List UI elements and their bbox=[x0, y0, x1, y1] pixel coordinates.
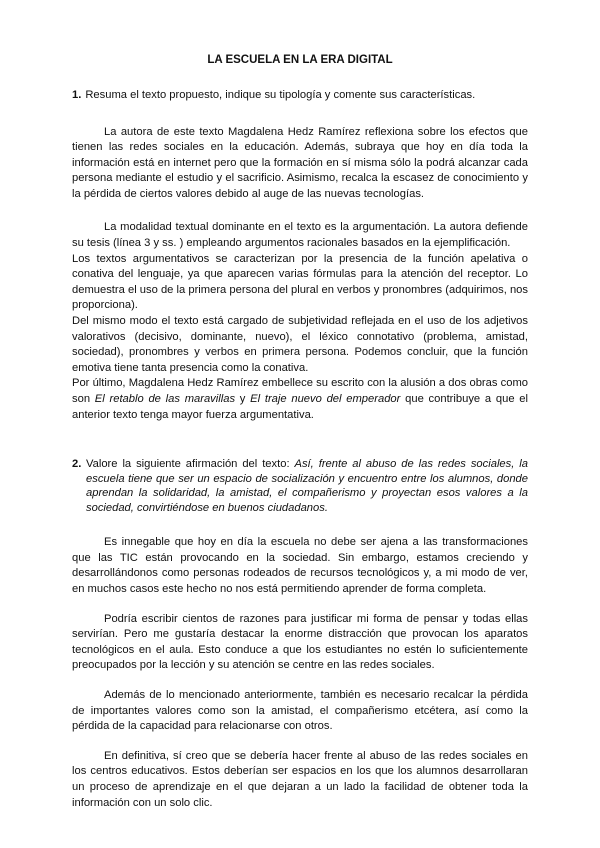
essay-paragraph-1: Es innegable que hoy en día la escuela no debe ser ajena a las transformaciones que las TIC están provocando en la sociedad. Sin embargo, estamos creciendo y desarrollándonos como personas rodeados de recursos tecnológicos y, a mi modo de ver, en muchos casos este hecho no nos está permitiendo aprender de forma completa. bbox=[72, 536, 528, 595]
essay-paragraph-4: En definitiva, sí creo que se debería hacer frente al abuso de las redes sociales en los centros educativos. Estos deberían ser espacios en los que los alumnos desarrollaran un proceso de aprendizaje en el que dejaran a un lado la facilidad de obtener toda la información con un solo clic. bbox=[72, 749, 528, 809]
question-1-number: 1. bbox=[72, 89, 82, 101]
typology-paragraph-4: Por último, Magdalena Hedz Ramírez embellece su escrito con la alusión a dos obras como son El retablo de las maravillas y El traje nuevo del emperador que contribuye a que el anterior texto tenga mayor fuerza argumentativa. bbox=[72, 377, 528, 421]
question-2-quote: Así, frente al abuso de las redes sociales, la escuela tiene que ser un espacio de socialización y encuentro entre los alumnos, donde aprendan la solidaridad, la amistad, el compañerismo y proyectan esos valores a la sociedad, convirtiéndose en buenos ciudadanos. bbox=[86, 458, 528, 514]
work-title-1: El retablo de las maravillas bbox=[94, 393, 236, 405]
summary-paragraph: La autora de este texto Magdalena Hedz Ramírez reflexiona sobre los efectos que tienen las redes sociales en la educación. Además, subraya que hoy en día toda la información está en internet pero que la formación en sí misma sólo la podrá alcanzar cada persona mediante el estudio y el sacrificio. Asimismo, recalca la escasez de conocimiento y la pérdida de ciertos valores debido al auge de las nuevas tecnologías. bbox=[72, 125, 528, 200]
question-1-text: Resuma el texto propuesto, indique su tipología y comente sus características. bbox=[85, 89, 476, 101]
typology-paragraph-1: La modalidad textual dominante en el texto es la argumentación. La autora defiende su tesis (línea 3 y ss. ) empleando argumentos racionales basados en la ejemplificación. bbox=[72, 221, 528, 250]
work-title-2: El traje nuevo del emperador bbox=[250, 393, 401, 405]
document-page bbox=[72, 54, 528, 811]
typology-paragraph-3: Del mismo modo el texto está cargado de subjetividad reflejada en el uso de los adjetivos valorativos (decisivo, dominante, nuevo), el léxico connotativo (problema, amistad, sociedad), pronombres y verbos en primera persona. Podemos concluir, que la función emotiva tiene tanta presencia como la conativa. bbox=[72, 315, 528, 374]
question-2-number: 2. bbox=[72, 458, 82, 471]
typology-paragraph-2: Los textos argumentativos se caracterizan por la presencia de la función apelativa o conativa del lenguaje, ya que aparecen varias fórmulas para la atención del receptor. Lo demuestra el uso de la primera persona del plural en verbos y pronombres (adquirimos, nos proporciona). bbox=[72, 252, 528, 312]
question-1 bbox=[72, 88, 528, 103]
question-2 bbox=[72, 457, 528, 515]
question-2-text: Valore la siguiente afirmación del texto: bbox=[86, 458, 295, 471]
document-title: LA ESCUELA EN LA ERA DIGITAL bbox=[207, 54, 393, 66]
essay-paragraph-2: Podría escribir cientos de razones para justificar mi forma de pensar y todas ellas servirían. Pero me gustaría destacar la enorme distracción que provocan los aparatos tecnológicos en el aula. Esto conduce a que los estudiantes no estén lo suficientemente preocupados por la lección y su atención se centre en las redes sociales. bbox=[72, 612, 528, 672]
essay-paragraph-3: Además de lo mencionado anteriormente, también es necesario recalcar la pérdida de importantes valores como son la amistad, el compañerismo etcétera, así como la pérdida de la capacidad para relacionarse con otros. bbox=[72, 688, 528, 733]
